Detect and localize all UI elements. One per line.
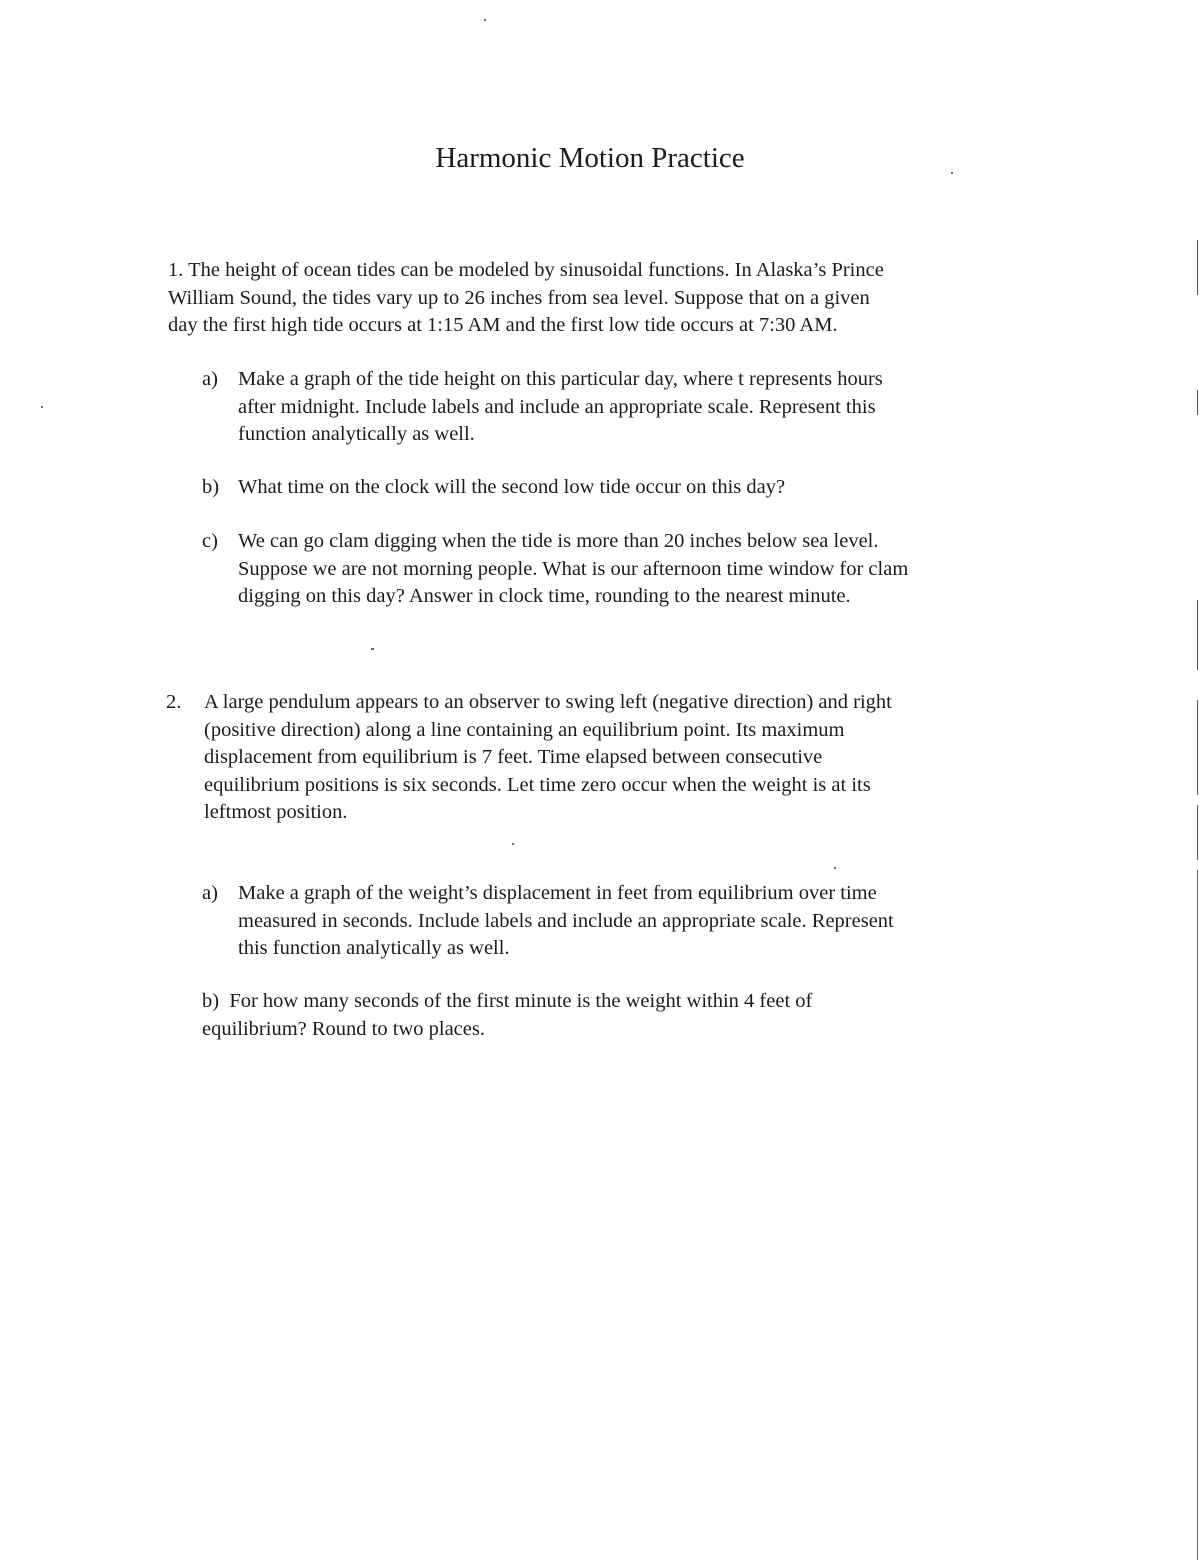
scan-edge-mark bbox=[1197, 390, 1198, 415]
scan-edge-mark bbox=[1197, 870, 1198, 1560]
question-1-stem bbox=[168, 257, 884, 340]
scan-speck bbox=[834, 867, 836, 869]
question-2-line: A large pendulum appears to an observer to swing left (negative direction) and right bbox=[204, 691, 892, 713]
part-marker: c) bbox=[202, 530, 218, 552]
scan-speck bbox=[371, 648, 374, 650]
part-line: Make a graph of the weight’s displacement in feet from equilibrium over time bbox=[238, 882, 877, 904]
scan-speck bbox=[951, 172, 953, 174]
scan-speck bbox=[484, 19, 486, 21]
part-marker: b) bbox=[202, 476, 220, 498]
scan-edge-mark bbox=[1197, 700, 1198, 795]
part-marker: a) bbox=[202, 368, 218, 390]
part-line: Make a graph of the tide height on this particular day, where t represents hours bbox=[238, 368, 883, 390]
page-title: Harmonic Motion Practice bbox=[435, 142, 745, 174]
question-2-stem bbox=[204, 689, 892, 827]
part-marker: b) bbox=[202, 990, 220, 1012]
part-line: We can go clam digging when the tide is more than 20 inches below sea level. bbox=[238, 530, 879, 552]
question-2-number: 2. bbox=[166, 691, 182, 713]
scan-speck bbox=[41, 406, 43, 408]
part-line: What time on the clock will the second low tide occur on this day? bbox=[238, 476, 786, 498]
part-text bbox=[238, 528, 908, 611]
question-1-line: 1. The height of ocean tides can be modeled by sinusoidal functions. In Alaska’s Prince bbox=[168, 259, 884, 281]
part-line: measured in seconds. Include labels and include an appropriate scale. Represent bbox=[238, 909, 894, 932]
part-line: digging on this day? Answer in clock time, rounding to the nearest minute. bbox=[238, 585, 851, 607]
part-marker: a) bbox=[202, 882, 218, 904]
part-text bbox=[238, 880, 894, 963]
question-2-line: leftmost position. bbox=[204, 801, 348, 823]
part-text bbox=[238, 366, 883, 449]
scan-speck bbox=[512, 843, 514, 845]
question-1-line: William Sound, the tides vary up to 26 inches from sea level. Suppose that on a given bbox=[168, 286, 870, 309]
part-line: Suppose we are not morning people. What is our afternoon time window for clam bbox=[238, 557, 909, 580]
question-2-line: displacement from equilibrium is 7 feet. Time elapsed between consecutive bbox=[204, 746, 823, 768]
part-line: after midnight. Include labels and include an appropriate scale. Represent this bbox=[238, 395, 876, 418]
question-1-line: day the first high tide occurs at 1:15 AM and the first low tide occurs at 7:30 AM. bbox=[168, 314, 838, 336]
scan-edge-mark bbox=[1197, 240, 1198, 295]
part-line bbox=[202, 988, 812, 1016]
part-text bbox=[238, 474, 785, 502]
part-line: function analytically as well. bbox=[238, 423, 475, 445]
question-2-line: (positive direction) along a line containing an equilibrium point. Its maximum bbox=[204, 718, 845, 741]
part-line: equilibrium? Round to two places. bbox=[202, 1017, 485, 1040]
part-text: For how many seconds of the first minute is the weight within 4 feet of bbox=[229, 990, 813, 1012]
scan-edge-mark bbox=[1197, 805, 1198, 860]
scan-edge-mark bbox=[1197, 600, 1198, 670]
question-2-line: equilibrium positions is six seconds. Let time zero occur when the weight is at its bbox=[204, 773, 871, 796]
question-2-part-b bbox=[202, 988, 812, 1043]
part-line: this function analytically as well. bbox=[238, 937, 510, 959]
